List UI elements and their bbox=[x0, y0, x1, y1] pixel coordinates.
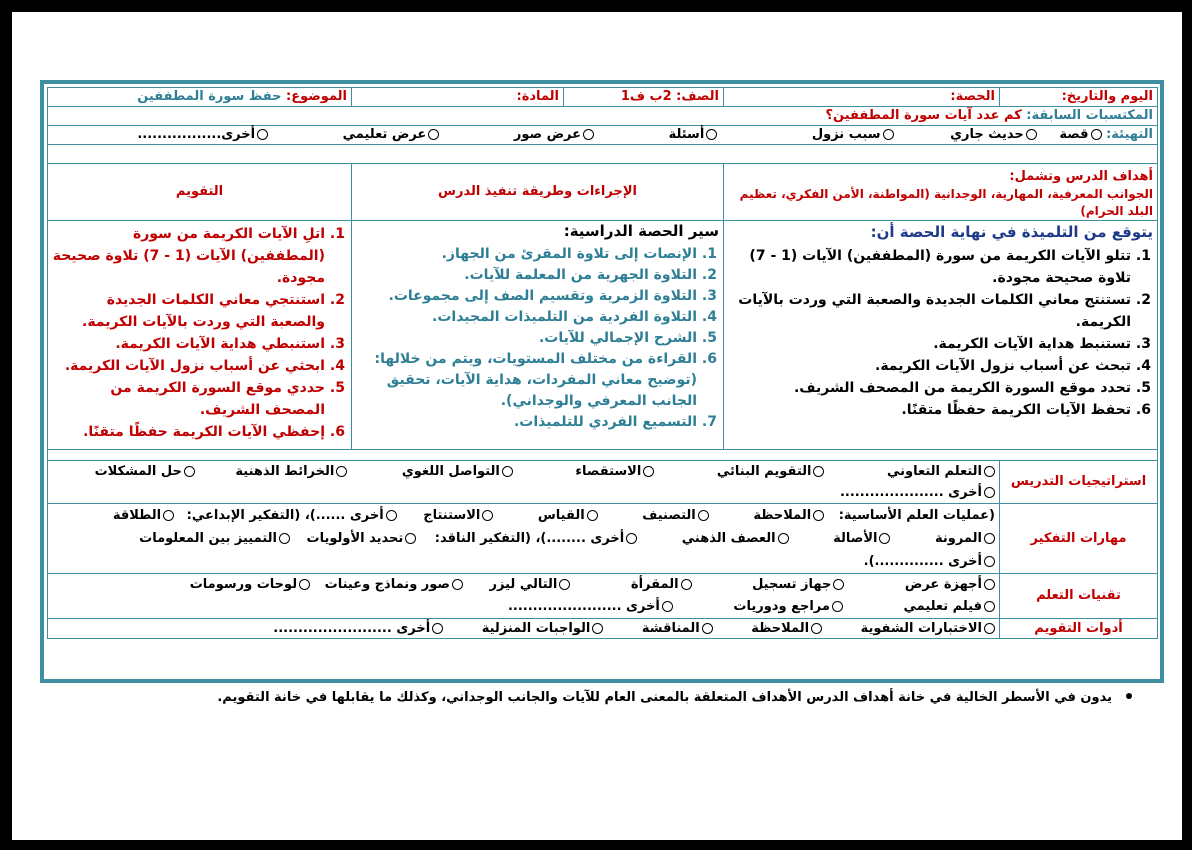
assessment-option[interactable]: المناقشة bbox=[642, 619, 713, 638]
radio-circle-icon[interactable] bbox=[813, 466, 824, 477]
procedures-cell bbox=[352, 221, 724, 450]
list-item: 2. تستنتج معاني الكلمات الجديدة والصعبة التي وردت بالآيات الكريمة. bbox=[728, 289, 1131, 333]
tech-option[interactable]: لوحات ورسومات bbox=[190, 574, 310, 596]
tech-options bbox=[48, 574, 1000, 619]
warmup-option[interactable]: سبب نزول bbox=[812, 126, 894, 144]
radio-circle-icon[interactable] bbox=[643, 466, 654, 477]
list-item: 3. التلاوة الزمرية وتقسيم الصف إلى مجموعات. bbox=[356, 286, 697, 307]
procedures-list bbox=[356, 244, 719, 433]
goals-list bbox=[728, 245, 1153, 421]
list-item: 3. تستنبط هداية الآيات الكريمة. bbox=[728, 333, 1131, 355]
strategy-option[interactable]: التقويم البنائي bbox=[717, 461, 825, 482]
thinking-option[interactable]: أخرى ......)، (التفكير الإبداعي: bbox=[187, 504, 397, 527]
thinking-option[interactable]: العصف الذهني bbox=[682, 527, 789, 550]
list-item: 4. التلاوة الفردية من التلميذات المجيدات. bbox=[356, 307, 697, 328]
goals-cell bbox=[724, 221, 1158, 450]
strategy-option[interactable]: التواصل اللغوي bbox=[402, 461, 513, 482]
warmup-option[interactable]: أخرى................. bbox=[137, 126, 268, 144]
radio-circle-icon[interactable] bbox=[984, 579, 995, 590]
radio-circle-icon[interactable] bbox=[832, 601, 843, 612]
prior-knowledge-label: المكتسبات السابقة: bbox=[1026, 108, 1153, 123]
radio-circle-icon[interactable] bbox=[502, 466, 513, 477]
bullet-icon bbox=[1126, 693, 1132, 699]
list-item: 2. التلاوة الجهرية من المعلمة للآيات. bbox=[356, 265, 697, 286]
lesson-plan-table bbox=[47, 87, 1158, 639]
radio-circle-icon[interactable] bbox=[984, 601, 995, 612]
page bbox=[12, 12, 1182, 840]
list-item: 6. القراءة من مختلف المستويات، ويتم من خلالها: (توضيح معاني المفردات، هداية الآيات، تحقيق الجانب المعرفي والوجداني). bbox=[356, 349, 697, 412]
thinking-text: (عمليات العلم الأساسية: bbox=[838, 508, 995, 523]
radio-circle-icon[interactable] bbox=[559, 579, 570, 590]
assessment-row bbox=[48, 619, 1158, 639]
thinking-options bbox=[48, 504, 1000, 574]
list-item: 6. إحفظي الآيات الكريمة حفظًا متقنًا. bbox=[52, 421, 325, 443]
radio-circle-icon[interactable] bbox=[428, 129, 439, 140]
prior-knowledge-value: كم عدد آيات سورة المطففين؟ bbox=[825, 108, 1022, 123]
assessment-option[interactable]: الملاحظة bbox=[751, 619, 822, 638]
assessment-option[interactable]: الواجبات المنزلية bbox=[482, 619, 604, 638]
radio-circle-icon[interactable] bbox=[626, 533, 637, 544]
list-item: 5. تحدد موقع السورة الكريمة من المصحف الشريف. bbox=[728, 377, 1131, 399]
tech-option[interactable]: صور ونماذج وعينات bbox=[325, 574, 463, 596]
radio-circle-icon[interactable] bbox=[482, 510, 493, 521]
assessment-option[interactable]: أخرى ........................ bbox=[273, 619, 443, 638]
radio-circle-icon[interactable] bbox=[662, 601, 673, 612]
warmup-label: التهيئة: bbox=[1106, 127, 1153, 142]
radio-circle-icon[interactable] bbox=[432, 623, 443, 634]
strategy-option[interactable]: أخرى ..................... bbox=[840, 482, 995, 503]
tech-row bbox=[48, 574, 1158, 619]
period-label: الحصة: bbox=[724, 88, 1000, 107]
column-header-row bbox=[48, 164, 1158, 221]
thinking-option[interactable]: الطلاقة bbox=[113, 504, 174, 527]
tech-option[interactable]: أخرى ....................... bbox=[508, 596, 673, 618]
radio-circle-icon[interactable] bbox=[163, 510, 174, 521]
radio-circle-icon[interactable] bbox=[813, 510, 824, 521]
assessment-options bbox=[48, 619, 1000, 639]
goals-header: أهداف الدرس وتشمل: الجوانب المعرفية، المهارية، الوجدانية (المواطنة، الأمن الفكري، تعظيم البلد الحرام) bbox=[724, 164, 1158, 221]
radio-circle-icon[interactable] bbox=[279, 533, 290, 544]
list-item: 4. تبحث عن أسباب نزول الآيات الكريمة. bbox=[728, 355, 1131, 377]
warmup-option[interactable]: عرض صور bbox=[514, 126, 594, 144]
radio-circle-icon[interactable] bbox=[452, 579, 463, 590]
radio-circle-icon[interactable] bbox=[811, 623, 822, 634]
content-row bbox=[48, 221, 1158, 450]
procedures-header: الإجراءات وطريقة تنفيذ الدرس bbox=[352, 164, 724, 221]
thinking-option[interactable]: الأصالة bbox=[833, 527, 890, 550]
evaluation-list bbox=[52, 223, 347, 443]
radio-circle-icon[interactable] bbox=[587, 510, 598, 521]
header-row bbox=[48, 88, 1158, 107]
radio-circle-icon[interactable] bbox=[984, 623, 995, 634]
date-label: اليوم والتاريخ: bbox=[1000, 88, 1158, 107]
thinking-label: مهارات التفكير bbox=[1000, 504, 1158, 574]
tech-option[interactable]: أجهزة عرض bbox=[905, 574, 995, 596]
strategies-options bbox=[48, 461, 1000, 504]
radio-circle-icon[interactable] bbox=[702, 623, 713, 634]
strategy-option[interactable]: الخرائط الذهنية bbox=[235, 461, 347, 482]
warmup-option[interactable]: أسئلة bbox=[669, 126, 718, 144]
procedures-intro: سير الحصة الدراسية: bbox=[563, 222, 719, 240]
warmup-option[interactable]: حديث جاري bbox=[950, 126, 1037, 144]
blank-row bbox=[48, 450, 1158, 461]
radio-circle-icon[interactable] bbox=[583, 129, 594, 140]
lesson-plan-frame bbox=[40, 80, 1164, 683]
radio-circle-icon[interactable] bbox=[1026, 129, 1037, 140]
radio-circle-icon[interactable] bbox=[1091, 129, 1102, 140]
strategies-row bbox=[48, 461, 1158, 504]
thinking-option[interactable]: القياس bbox=[538, 504, 598, 527]
warmup-option[interactable]: عرض تعليمي bbox=[343, 126, 440, 144]
list-item: 1. اتلِ الآيات الكريمة من سورة (المطففين) الآيات (1 - 7) تلاوة صحيحة مجودة. bbox=[52, 223, 325, 289]
list-item: 3. استنبطي هداية الآيات الكريمة. bbox=[52, 333, 325, 355]
thinking-option[interactable]: المرونة bbox=[935, 527, 995, 550]
blank-row bbox=[48, 145, 1158, 164]
radio-circle-icon[interactable] bbox=[299, 579, 310, 590]
thinking-option[interactable]: التمييز بين المعلومات bbox=[139, 527, 290, 550]
radio-circle-icon[interactable] bbox=[706, 129, 717, 140]
strategy-option[interactable]: التعلم التعاوني bbox=[887, 461, 995, 482]
subject-label: المادة: bbox=[352, 88, 564, 107]
radio-circle-icon[interactable] bbox=[833, 579, 844, 590]
radio-circle-icon[interactable] bbox=[592, 623, 603, 634]
tech-option[interactable]: فيلم تعليمي bbox=[903, 596, 995, 618]
thinking-row bbox=[48, 504, 1158, 574]
radio-circle-icon[interactable] bbox=[778, 533, 789, 544]
evaluation-header: التقويم bbox=[48, 164, 352, 221]
radio-circle-icon[interactable] bbox=[984, 556, 995, 567]
radio-circle-icon[interactable] bbox=[257, 129, 268, 140]
list-item: 5. الشرح الإجمالي للآيات. bbox=[356, 328, 697, 349]
radio-circle-icon[interactable] bbox=[883, 129, 894, 140]
list-item: 1. الإنصات إلى تلاوة المقرئ من الجهاز. bbox=[356, 244, 697, 265]
list-item: 2. استنتجي معاني الكلمات الجديدة والصعبة التي وردت بالآيات الكريمة. bbox=[52, 289, 325, 333]
list-item: 7. التسميع الفردي للتلميذات. bbox=[356, 412, 697, 433]
list-item: 6. تحفظ الآيات الكريمة حفظًا متقنًا. bbox=[728, 399, 1131, 421]
assessment-option[interactable]: الاختبارات الشفوية bbox=[861, 619, 995, 638]
tech-label: تقنيات التعلم bbox=[1000, 574, 1158, 619]
radio-circle-icon[interactable] bbox=[879, 533, 890, 544]
tech-option[interactable]: التالي ليزر bbox=[490, 574, 571, 596]
list-item: 4. ابحثي عن أسباب نزول الآيات الكريمة. bbox=[52, 355, 325, 377]
thinking-option[interactable]: التصنيف bbox=[642, 504, 709, 527]
thinking-option[interactable]: أخرى ..............). bbox=[864, 550, 995, 573]
strategy-option[interactable]: الاستقصاء bbox=[575, 461, 654, 482]
goals-intro: يتوقع من التلميذة في نهاية الحصة أن: bbox=[870, 223, 1153, 241]
thinking-option[interactable]: الاستنتاج bbox=[423, 504, 493, 527]
radio-circle-icon[interactable] bbox=[184, 466, 195, 477]
radio-circle-icon[interactable] bbox=[698, 510, 709, 521]
list-item: 1. تتلو الآيات الكريمة من سورة (المطففين) الآيات (1 - 7) تلاوة صحيحة مجودة. bbox=[728, 245, 1131, 289]
thinking-option[interactable]: تحديد الأولويات bbox=[307, 527, 417, 550]
radio-circle-icon[interactable] bbox=[386, 510, 397, 521]
topic-value: حفظ سورة المطففين bbox=[137, 89, 282, 104]
topic-label: الموضوع: bbox=[286, 89, 347, 104]
radio-circle-icon[interactable] bbox=[336, 466, 347, 477]
radio-circle-icon[interactable] bbox=[984, 533, 995, 544]
footnote: يدون في الأسطر الخالية في خانة أهداف الدرس الأهداف المتعلقة بالمعنى العام للآيات والجانب الوجداني، وكذلك ما يقابلها في خانة التقويم. bbox=[212, 690, 1132, 705]
radio-circle-icon[interactable] bbox=[984, 466, 995, 477]
radio-circle-icon[interactable] bbox=[405, 533, 416, 544]
radio-circle-icon[interactable] bbox=[681, 579, 692, 590]
thinking-option[interactable]: الملاحظة bbox=[753, 504, 824, 527]
strategies-label: استراتيجيات التدريس bbox=[1000, 461, 1158, 504]
prior-knowledge-row bbox=[48, 107, 1158, 126]
tech-option[interactable]: مراجع ودوريات bbox=[733, 596, 843, 618]
tech-option[interactable]: جهاز تسجيل bbox=[752, 574, 844, 596]
evaluation-cell bbox=[48, 221, 352, 450]
strategy-option[interactable]: حل المشكلات bbox=[95, 461, 195, 482]
class-label: الصف: 2ب ف1 bbox=[564, 88, 724, 107]
thinking-option[interactable]: أخرى ........)، (التفكير الناقد: bbox=[435, 527, 637, 550]
tech-option[interactable]: المقرأة bbox=[631, 574, 692, 596]
radio-circle-icon[interactable] bbox=[984, 487, 995, 498]
warmup-option[interactable]: قصة bbox=[1059, 126, 1101, 144]
topic-cell bbox=[48, 88, 352, 107]
list-item: 5. حددي موقع السورة الكريمة من المصحف الشريف. bbox=[52, 377, 325, 421]
warmup-row bbox=[48, 126, 1158, 145]
assessment-label: أدوات التقويم bbox=[1000, 619, 1158, 639]
